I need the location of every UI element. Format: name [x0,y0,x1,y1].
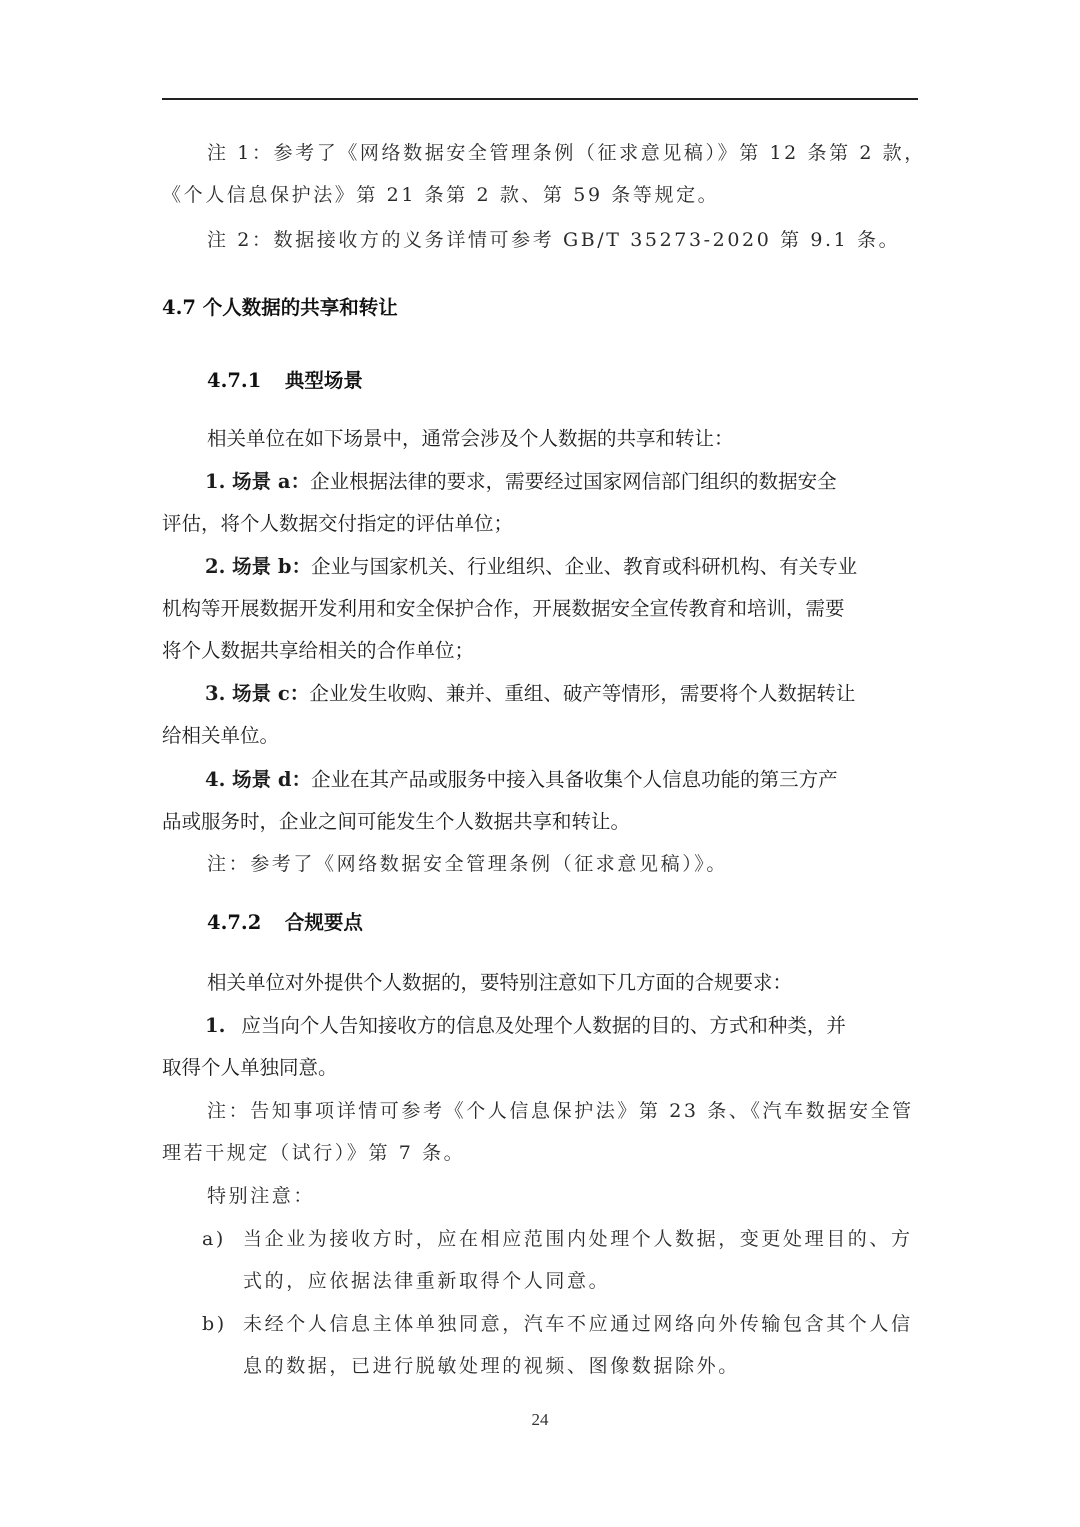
scenario-d-text-1: 企业在其产品或服务中接入具备收集个人信息功能的第三方产 [311,768,838,791]
sub-item-a-line-1: 当企业为接收方时，应在相应范围内处理个人数据，变更处理目的、方 [243,1228,913,1250]
requirement-1-label: 1. [205,1014,226,1037]
sub-item-b-label: b) [202,1313,227,1335]
sub-item-b-line-1: 未经个人信息主体单独同意，汽车不应通过网络向外传输包含其个人信 [243,1313,913,1335]
subsection-1-title: 典型场景 [284,369,363,392]
scenario-a-line-1 [205,470,918,494]
scenario-b-line-3: 将个人数据共享给相关的合作单位； [162,639,475,662]
subsection-2-intro: 相关单位对外提供个人数据的，要特别注意如下几方面的合规要求： [207,971,793,994]
subsection-1-intro: 相关单位在如下场景中，通常会涉及个人数据的共享和转让： [207,427,734,450]
scenario-a-label: 1. 场景 a： [205,470,311,493]
scenario-d-line-2: 品或服务时，企业之间可能发生个人数据共享和转让。 [162,810,631,833]
note-1-line-2: 《个人信息保护法》第 21 条第 2 款、第 59 条等规定。 [162,184,720,206]
subsection-2-title: 合规要点 [284,911,363,934]
scenario-c-label: 3. 场景 c： [205,682,310,705]
scenario-c-text-1: 企业发生收购、兼并、重组、破产等情形，需要将个人数据转让 [309,682,856,705]
special-attention-label: 特别注意： [207,1185,316,1207]
scenario-b-text-1: 企业与国家机关、行业组织、企业、教育或科研机构、有关专业 [311,555,858,578]
scenario-a-line-2: 评估，将个人数据交付指定的评估单位； [162,512,514,535]
note-2: 注 2：数据接收方的义务详情可参考 GB/T 35273-2020 第 9.1 条。 [207,229,901,251]
sub-item-b-line-2: 息的数据，已进行脱敏处理的视频、图像数据除外。 [243,1355,740,1377]
sub-item-a-line-2: 式的，应依据法律重新取得个人同意。 [243,1270,611,1292]
page-number: 24 [531,1410,549,1429]
scenario-b-label: 2. 场景 b： [205,555,312,578]
scenario-a-text-1: 企业根据法律的要求，需要经过国家网信部门组织的数据安全 [310,470,837,493]
note-1-line-1: 注 1：参考了《网络数据安全管理条例（征求意见稿）》第 12 条第 2 款， [207,142,926,164]
subsection-1-number: 4.7.1 [207,369,262,392]
requirement-1-line-2: 取得个人单独同意。 [162,1056,338,1079]
header-rule [162,98,918,100]
section-heading: 4.7 个人数据的共享和转让 [162,296,398,319]
subsection-1-heading [207,369,963,393]
scenario-b-line-2: 机构等开展数据开发利用和安全保护合作，开展数据安全宣传教育和培训，需要 [162,597,845,620]
subsection-2-number: 4.7.2 [207,911,262,934]
requirement-1-line-1 [205,1014,918,1038]
subsection-2-heading [207,911,963,935]
subsection-1-note: 注：参考了《网络数据安全管理条例（征求意见稿）》。 [207,853,729,875]
sub-item-a-label: a) [202,1228,226,1250]
scenario-b-line-1 [205,555,918,579]
requirement-1-text-1: 应当向个人告知接收方的信息及处理个人数据的目的、方式和种类，并 [241,1014,846,1037]
requirement-1-note-line-1: 注：告知事项详情可参考《个人信息保护法》第 23 条、《汽车数据安全管 [207,1100,914,1122]
requirement-1-note-line-2: 理若干规定（试行）》第 7 条。 [162,1142,466,1164]
scenario-d-line-1 [205,768,918,792]
scenario-c-line-1 [205,682,918,706]
scenario-d-label: 4. 场景 d： [205,768,312,791]
scenario-c-line-2: 给相关单位。 [162,724,280,747]
